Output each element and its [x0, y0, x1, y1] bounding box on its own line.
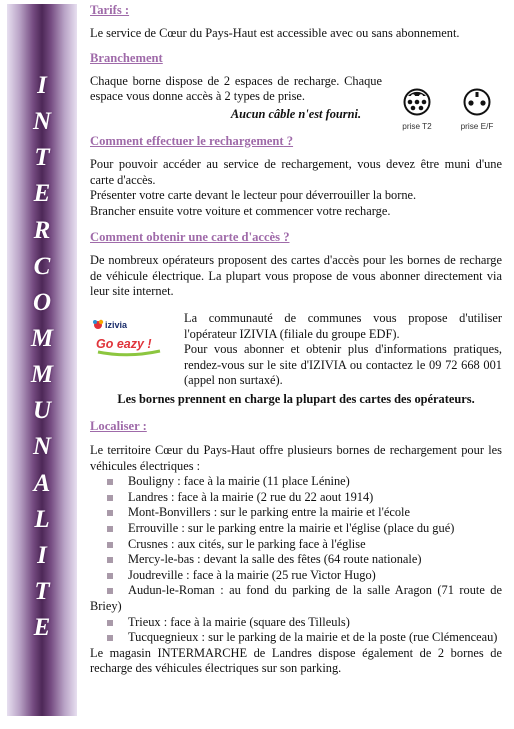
list-item — [90, 583, 502, 614]
tarifs-text: Le service de Cœur du Pays-Haut est accessible avec ou sans abonnement. — [90, 25, 460, 40]
recharge-p2: Présenter votre carte devant le lecteur pour déverrouiller la borne. — [90, 188, 417, 203]
izivia-block — [90, 311, 502, 389]
square-bullet-icon — [107, 620, 113, 626]
recharge-p1: Pour pouvoir accéder au service de rechargement, vous devez être muni d'une carte d'accès. — [90, 157, 502, 187]
plug-t2-label: prise T2 — [402, 122, 432, 131]
list-item-text: Audun-le-Roman : au fond du parking de la salle Aragon (71 route de Briey) — [90, 583, 502, 613]
localiser-heading: Localiser : — [90, 419, 147, 434]
side-banner — [7, 4, 77, 716]
plug-ef-label: prise E/F — [460, 122, 494, 131]
charging-station-list — [90, 474, 502, 646]
carte-heading-text: Comment obtenir une carte d'accès — [90, 229, 281, 244]
izivia-logo-graphic — [90, 317, 174, 361]
side-letter: N — [32, 108, 52, 136]
plug-ef — [450, 88, 504, 135]
no-cable-note: Aucun câble n'est fourni. — [230, 106, 362, 121]
list-item — [90, 490, 502, 506]
square-bullet-icon — [107, 510, 113, 516]
list-item — [90, 630, 502, 646]
t2-plug-icon — [403, 88, 431, 116]
side-letter: N — [32, 433, 52, 461]
ef-plug-icon — [463, 88, 491, 116]
izivia-p2: Pour vous abonner et obtenir plus d'informations pratiques, rendez-vous sur le site d'IZIVIA ou contactez le 09 72 668 001 (appel non surtaxé). — [184, 342, 502, 388]
izivia-logo-slogan: Go eazy ! — [96, 336, 152, 351]
izivia-p1: La communauté de communes vous propose d'utiliser l'opérateur IZIVIA (filiale du groupe EDF). — [184, 310, 502, 341]
carte-p1: De nombreux opérateurs proposent des cartes d'accès pour les bornes de recharge de véhicule électrique. La plupart vous propose de vous abonner directement via leur site internet. — [90, 253, 502, 299]
recharge-heading-text: Comment effectuer le rechargement — [90, 133, 284, 148]
list-item-text: Bouligny : face à la mairie (11 place Lénine) — [128, 474, 350, 489]
square-bullet-icon — [107, 557, 113, 563]
square-bullet-icon — [107, 526, 113, 532]
list-item — [90, 521, 502, 537]
list-item-text: Errouville : sur le parking entre la mairie et l'église (place du gué) — [128, 521, 455, 536]
list-item — [90, 552, 502, 568]
side-letter: L — [34, 505, 50, 533]
list-item-text: Landres : face à la mairie (2 rue du 22 aout 1914) — [128, 489, 374, 504]
branchement-heading: Branchement — [90, 51, 163, 66]
list-item — [90, 474, 502, 490]
side-letter: E — [33, 614, 51, 642]
recharge-p3: Brancher ensuite votre voiture et commencer votre recharge. — [90, 203, 391, 218]
list-item-text: Mercy-le-bas : devant la salle des fêtes (64 route nationale) — [128, 552, 422, 567]
side-letter: E — [33, 180, 51, 208]
plug-types — [390, 88, 504, 138]
localiser-intro: Le territoire Cœur du Pays-Haut offre plusieurs bornes de rechargement pour les véhicules électriques : — [90, 443, 502, 473]
side-letter: I — [37, 541, 47, 569]
carte-heading — [90, 230, 502, 246]
side-letter: R — [33, 216, 51, 244]
square-bullet-icon — [107, 495, 113, 501]
square-bullet-icon — [107, 588, 113, 594]
branchement-text: Chaque borne dispose de 2 espaces de recharge. Chaque espace vous donne accès à 2 types de prise. — [90, 73, 382, 104]
square-bullet-icon — [107, 542, 113, 548]
square-bullet-icon — [107, 479, 113, 485]
side-banner-letters — [7, 68, 77, 646]
side-letter: T — [34, 577, 50, 605]
side-letter: M — [30, 324, 54, 352]
list-item — [90, 568, 502, 584]
tarifs-heading: Tarifs : — [90, 3, 130, 17]
izivia-logo — [90, 317, 174, 361]
recharge-heading-q: ? — [283, 133, 294, 148]
list-item-text: Tucquegnieux : sur le parking de la mairie et de la poste (rue Clémenceau) — [128, 630, 498, 645]
side-letter: T — [34, 144, 50, 172]
side-letter: U — [32, 397, 52, 425]
side-letter: I — [37, 72, 47, 99]
side-letter: C — [33, 252, 51, 280]
cards-supported-line: Les bornes prennent en charge la plupart des cartes des opérateurs. — [117, 391, 475, 406]
carte-heading-q: ? — [280, 229, 290, 244]
list-item — [90, 505, 502, 521]
plug-t2 — [390, 88, 444, 135]
side-letter: O — [32, 288, 52, 316]
list-item-text: Crusnes : aux cités, sur le parking face à l'église — [128, 536, 366, 551]
list-item — [90, 537, 502, 553]
list-item — [90, 615, 502, 631]
list-item-text: Trieux : face à la mairie (square des Tilleuls) — [128, 614, 350, 629]
list-item-text: Joudreville : face à la mairie (25 rue Victor Hugo) — [128, 567, 376, 582]
localiser-outro: Le magasin INTERMARCHE de Landres dispose également de 2 bornes de recharge des véhicules électriques sur son parking. — [90, 645, 502, 676]
square-bullet-icon — [107, 573, 113, 579]
list-item-text: Mont-Bonvillers : sur le parking entre la mairie et l'école — [128, 505, 410, 520]
side-letter: A — [33, 469, 51, 497]
side-letter: M — [30, 361, 54, 389]
square-bullet-icon — [107, 635, 113, 641]
document-body — [90, 0, 502, 677]
izivia-logo-brand: izivia — [105, 319, 128, 330]
